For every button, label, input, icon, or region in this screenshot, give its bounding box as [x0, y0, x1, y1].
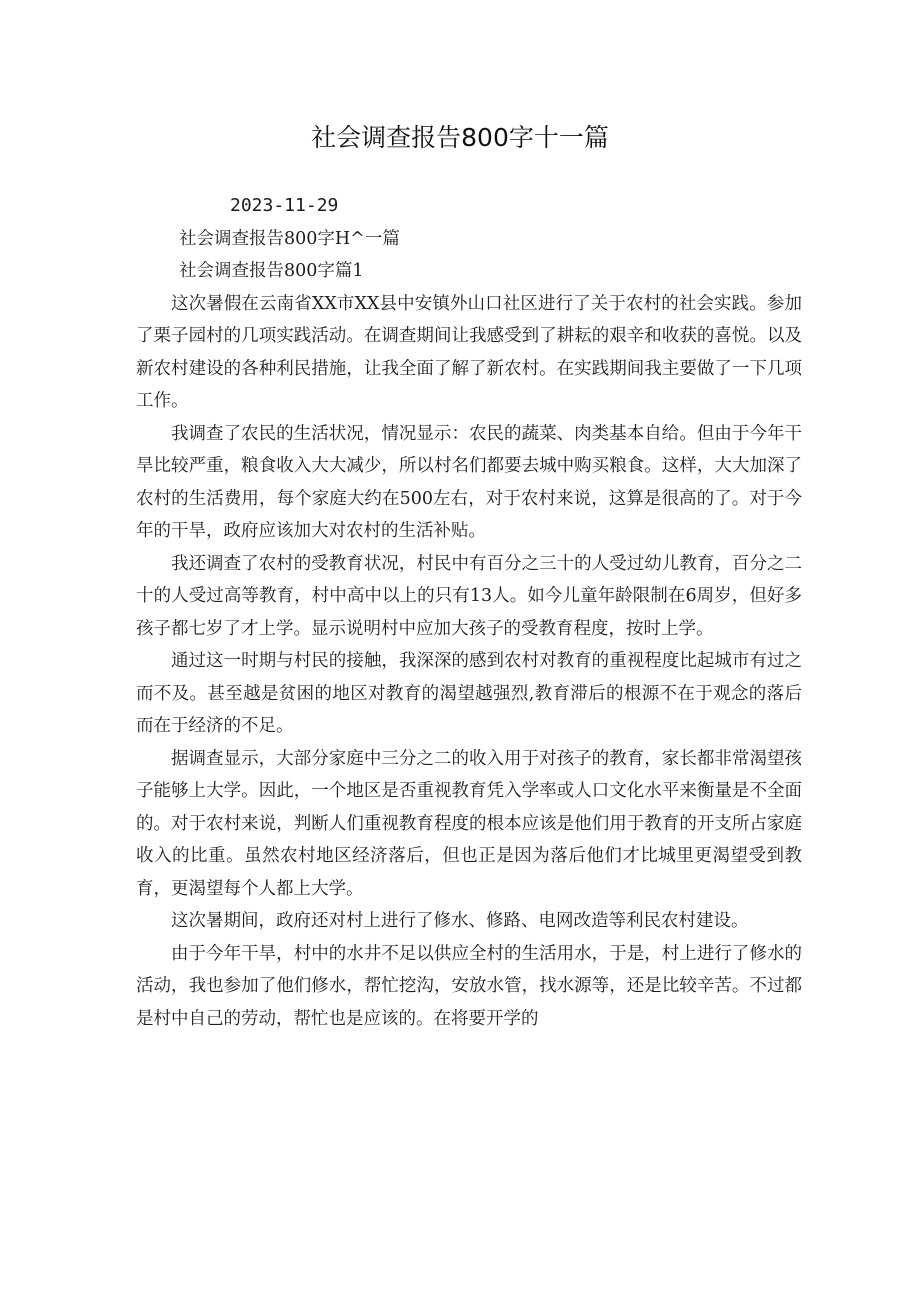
document-subtitle: 社会调查报告800字H^一篇	[179, 228, 400, 249]
document-title: 社会调查报告800字十一篇	[311, 123, 609, 152]
section-heading: 社会调查报告800字篇1	[179, 261, 364, 281]
paragraph: 我调查了农民的生活状况，情况显示：农民的蔬菜、肉类基本自给。但由于今年干旱比较严重，粮食收入大大减少，所以村名们都要去城中购买粮食。这样，大大加深了农村的生活费用，每个家庭大约在500左右，对于农村来说，这算是很高的了。对于今年的干旱，政府应该加大对农村的生活补贴。	[136, 423, 802, 541]
paragraph: 我还调查了农村的受教育状况，村民中有百分之三十的人受过幼儿教育，百分之二十的人受过高等教育，村中高中以上的只有13人。如今儿童年龄限制在6周岁，但好多孩子都七岁了才上学。显示说明村中应加大孩子的受教育程度，按时上学。	[136, 553, 802, 639]
paragraph: 这次暑假在云南省XX市XX县中安镇外山口社区进行了关于农村的社会实践。参加了栗子园村的几项实践活动。在调查期间让我感受到了耕耘的艰辛和收获的喜悦。以及新农村建设的各种利民措施，让我全面了解了新农村。在实践期间我主要做了一下几项工作。	[136, 293, 802, 411]
document-body	[136, 190, 802, 1035]
paragraph: 由于今年干旱，村中的水井不足以供应全村的生活用水，于是，村上进行了修水的活动，我也参加了他们修水，帮忙挖沟，安放水管，找水源等，还是比较辛苦。不过都是村中自己的劳动，帮忙也是应该的。在将要开学的	[136, 943, 802, 1029]
paragraph: 这次暑期间，政府还对村上进行了修水、修路、电网改造等利民农村建设。	[171, 911, 749, 931]
document-date: 2023-11-29	[230, 195, 339, 216]
paragraph: 据调查显示，大部分家庭中三分之二的收入用于对孩子的教育，家长都非常渴望孩子能够上大学。因此，一个地区是否重视教育凭入学率或人口文化水平来衡量是不全面的。对于农村来说，判断人们重视教育程度的根本应该是他们用于教育的开支所占家庭收入的比重。虽然农村地区经济落后，但也正是因为落后他们才比城里更渴望受到教育，更渴望每个人都上大学。	[136, 748, 802, 899]
paragraph: 通过这一时期与村民的接触，我深深的感到农村对教育的重视程度比起城市有过之而不及。甚至越是贫困的地区对教育的渴望越强烈,教育滞后的根源不在于观念的落后而在于经济的不足。	[136, 651, 802, 736]
